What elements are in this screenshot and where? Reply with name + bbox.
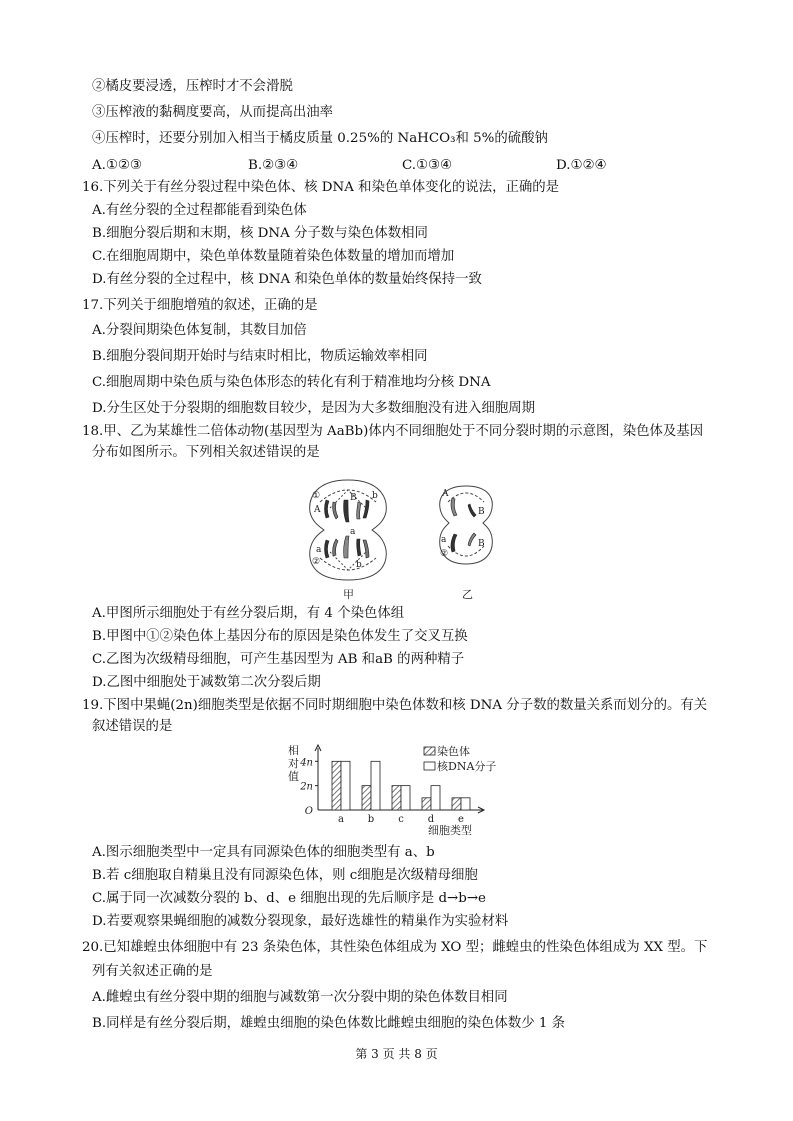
y-tick-label: 4n	[300, 757, 313, 769]
y-tick-label: O	[304, 806, 313, 817]
yi-label-B-low: B	[478, 539, 485, 549]
bar-chromosome-d	[422, 798, 431, 810]
q17-option-c: C.细胞周期中染色质与染色体形态的转化有利于精准地均分核 DNA	[92, 375, 491, 390]
legend-label-chromosome: 染色体	[437, 745, 470, 758]
bar-chromosome-a	[332, 761, 341, 810]
q18-stem-line1: 18.甲、乙为某雄性二倍体动物(基因型为 AaBb)体内不同细胞处于不同分裂时期的示意图，染色体及基因	[82, 424, 704, 439]
q20-stem-line2: 列有关叙述正确的是	[92, 964, 213, 979]
q18-option-c: C.乙图为次级精母细胞，可产生基因型为 AB 和aB 的两种精子	[92, 652, 465, 667]
legend-swatch-chromosome	[424, 747, 435, 755]
q15-option-d: D.①②④	[556, 158, 607, 173]
chromosomes-yi	[451, 498, 476, 552]
q16-stem: 16.下列关于有丝分裂过程中染色体、核 DNA 和染色单体变化的说法，正确的是	[82, 180, 560, 195]
q16-option-b: B.细胞分裂后期和末期，核 DNA 分子数与染色体数相同	[92, 226, 428, 241]
q19-option-c: C.属于同一次减数分裂的 b、d、e 细胞出现的先后顺序是 d→b→e	[92, 891, 486, 906]
bar-chromosome-e	[452, 798, 461, 810]
x-tick-label-e: e	[458, 814, 464, 825]
bar-dna-b	[371, 761, 380, 810]
q19-option-b: B.若 c细胞取自精巢且没有同源染色体，则 c细胞是次级精母细胞	[92, 868, 478, 883]
jia-label-b-top: b	[372, 491, 378, 501]
bar-chromosome-c	[392, 786, 401, 810]
q19-stem-line1: 19.下图中果蝇(2n)细胞类型是依据不同时期细胞中染色体数和核 DNA 分子数的数量关系而划分的。有关	[82, 698, 708, 713]
q19-option-a: A.图示细胞类型中一定具有同源染色体的细胞类型有 a、b	[92, 845, 435, 860]
q17-option-b: B.细胞分裂间期开始时与结束时相比，物质运输效率相同	[92, 349, 428, 364]
y-axis-label	[288, 743, 299, 783]
bar-dna-e	[461, 798, 470, 810]
q18-option-b: B.甲图中①②染色体上基因分布的原因是染色体发生了交叉互换	[92, 629, 468, 644]
q15-option-b: B.②③④	[248, 158, 299, 173]
q15-options	[92, 158, 652, 174]
yi-label-B-top: B	[478, 507, 485, 517]
x-axis-label: 细胞类型	[428, 824, 472, 837]
q17-option-d: D.分生区处于分裂期的细胞数目较少，是因为大多数细胞没有进入细胞周期	[92, 401, 536, 416]
y-axis-label-char-3: 值	[288, 770, 299, 783]
q19-stem-line2: 叙述错误的是	[92, 719, 173, 734]
q20-stem-line1: 20.已知雄蝗虫体细胞中有 23 条染色体，其性染色体组成为 XO 型；雌蝗虫的性染色体组成为 XX 型。下	[82, 940, 708, 955]
q15-item-2: ②橘皮要浸透，压榨时才不会滑脱	[92, 79, 293, 94]
q15-item-4: ④压榨时，还要分别加入相当于橘皮质量 0.25%的 NaHCO₃和 5%的硫酸钠	[92, 131, 548, 146]
legend-swatch-dna	[424, 762, 435, 770]
y-tick-label: 2n	[300, 781, 313, 793]
jia-label-2: ②	[312, 557, 321, 567]
jia-label-B: B	[350, 493, 357, 503]
q19-option-d: D.若要观察果蝇细胞的减数分裂现象，最好选雄性的精巢作为实验材料	[92, 914, 509, 929]
bar-chromosome-b	[362, 786, 371, 810]
x-tick-label-d: d	[427, 814, 435, 825]
q18-option-d: D.乙图中细胞处于减数第二次分裂后期	[92, 675, 321, 690]
yi-label-A: A	[442, 489, 449, 499]
yi-label-a: a	[441, 535, 447, 545]
q20-option-b: B.同样是有丝分裂后期，雄蝗虫细胞的染色体数比雌蝗虫细胞的染色体数少 1 条	[92, 1016, 566, 1031]
x-tick-label-b: b	[367, 814, 375, 825]
chromosomes-jia	[325, 500, 370, 558]
jia-label-1: ①	[312, 491, 321, 501]
x-tick-label-a: a	[338, 814, 344, 825]
q18-option-a: A.甲图所示细胞处于有丝分裂后期，有 4 个染色体组	[92, 606, 405, 621]
bar-dna-c	[401, 786, 410, 810]
q20-option-a: A.雌蝗虫有丝分裂中期的细胞与减数第一次分裂中期的染色体数目相同	[92, 990, 508, 1005]
legend-label-dna: 核DNA分子	[437, 760, 497, 773]
cell-type-bar-chart	[278, 742, 518, 838]
page-footer: 第 3 页 共 8 页	[355, 1047, 438, 1061]
q16-option-a: A.有丝分裂的全过程都能看到染色体	[92, 203, 307, 218]
caption-yi: 乙	[462, 588, 473, 601]
q15-item-3: ③压榨液的黏稠度要高，从而提高出油率	[92, 105, 334, 120]
q15-option-c: C.①③④	[402, 158, 453, 173]
caption-jia: 甲	[343, 588, 354, 601]
jia-label-a-low: a	[316, 545, 322, 555]
y-axis-label-char-1: 相	[288, 744, 299, 757]
q17-stem: 17.下列关于细胞增殖的叙述，正确的是	[82, 298, 318, 313]
x-tick-label-c: c	[398, 814, 404, 825]
jia-label-A: A	[314, 505, 321, 515]
jia-label-b-low: b	[356, 560, 362, 570]
q18-stem-line2: 分布如图所示。下列相关叙述错误的是	[92, 445, 320, 460]
cell-division-figure	[300, 472, 520, 602]
yi-label-2: ②	[440, 549, 449, 559]
bar-dna-d	[431, 786, 440, 810]
legend	[424, 744, 496, 773]
q15-option-a: A.①②③	[92, 158, 142, 173]
bar-dna-a	[341, 761, 350, 810]
y-axis-label-char-2: 对	[288, 757, 299, 770]
jia-label-a-mid: a	[350, 527, 356, 537]
q16-option-d: D.有丝分裂的全过程中，核 DNA 和染色单体的数量始终保持一致	[92, 272, 482, 287]
q17-option-a: A.分裂间期染色体复制，其数目加倍	[92, 323, 307, 338]
q16-option-c: C.在细胞周期中，染色单体数量随着染色体数量的增加而增加	[92, 249, 455, 264]
